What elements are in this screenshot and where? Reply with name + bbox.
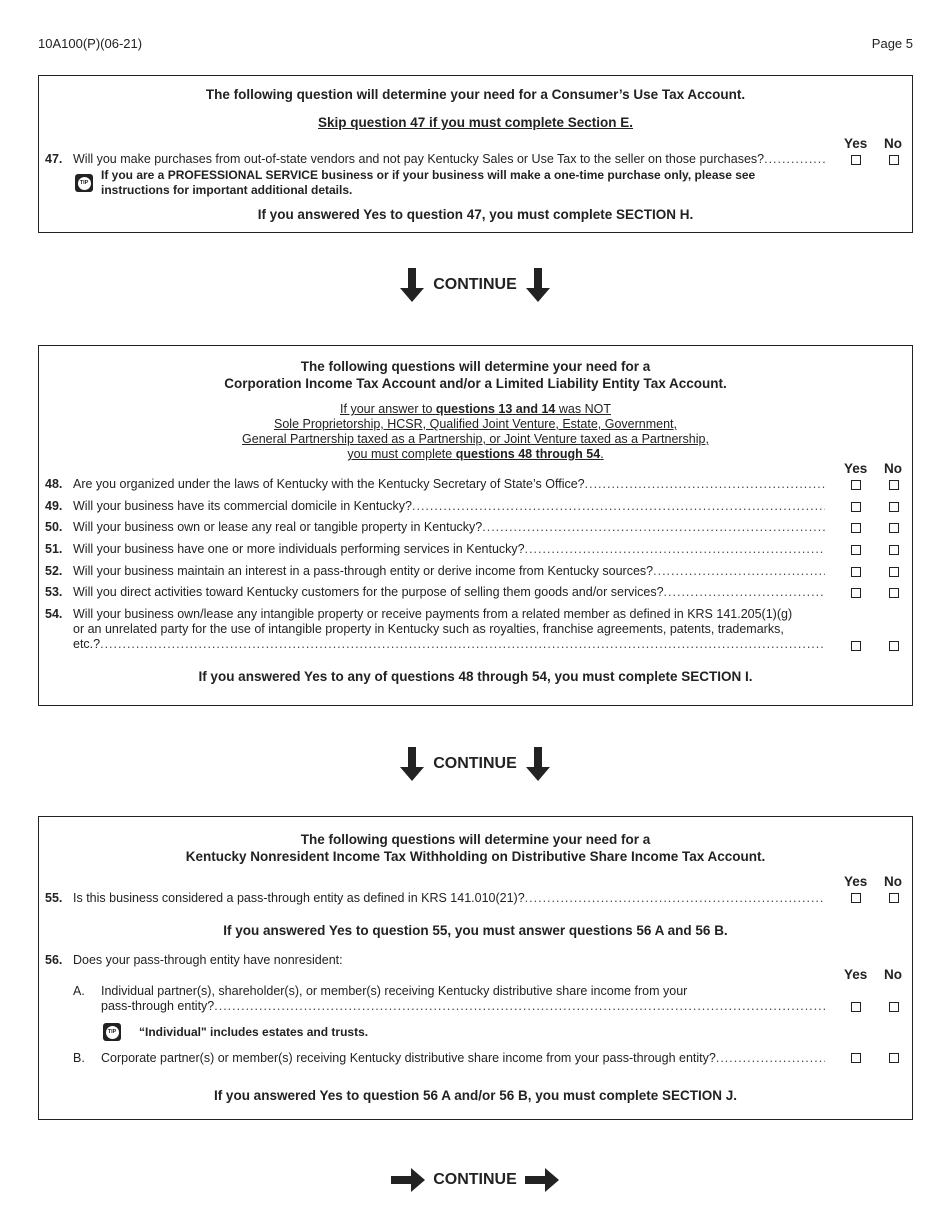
question-text: Will you make purchases from out-of-state vendors and not pay Kentucky Sales or Use Tax to the seller on those purchases? (73, 152, 765, 166)
question-number: 56. (45, 953, 63, 967)
yes-column-header: Yes (844, 136, 868, 151)
section-title-line2: Corporation Income Tax Account and/or a Limited Liability Entity Tax Account. (224, 376, 727, 391)
question-51 (73, 542, 825, 557)
note-text: you must complete (347, 447, 456, 461)
nonresident-withholding-section (38, 816, 913, 1120)
note-text: If your answer to (340, 402, 436, 416)
form-id: 10A100(P)(06-21) (38, 36, 143, 51)
question-49 (73, 499, 825, 514)
question-text: Is this business considered a pass-through entity as defined in KRS 141.010(21)? (73, 891, 525, 905)
yes-column-header: Yes (844, 874, 868, 889)
question-text: Corporate partner(s) or member(s) receiving Kentucky distributive share income from your pass-through entity? (101, 1051, 716, 1065)
down-arrow-icon (399, 747, 425, 781)
note-text: . (600, 447, 604, 461)
question-56a (101, 984, 825, 1014)
continue-label: CONTINUE (433, 1171, 517, 1188)
section-title-line1: The following questions will determine your need for a (300, 832, 651, 847)
tip-text: If you are a PROFESSIONAL SERVICE business or if your business will make a one-time purchase only, please see instructions for important additional details. (101, 168, 756, 197)
continue-indicator (0, 268, 950, 302)
question-text: Will your business own/lease any intangible property or receive payments from a related member as defined in KRS 141.205(1)(g) (73, 607, 793, 621)
note-bold: questions 13 and 14 (435, 402, 556, 416)
dot-leader (482, 520, 825, 535)
page-number: Page 5 (871, 36, 913, 51)
q56b-no-checkbox[interactable] (889, 1053, 899, 1063)
question-47 (73, 152, 825, 167)
q52-no-checkbox[interactable] (889, 567, 899, 577)
down-arrow-icon (399, 268, 425, 302)
dot-leader (525, 542, 825, 557)
eligibility-note (39, 402, 912, 462)
q54-yes-checkbox[interactable] (851, 641, 861, 651)
corporation-income-tax-section (38, 345, 913, 706)
note-bold: questions 48 through 54 (455, 447, 601, 461)
question-text: Will your business have one or more individuals performing services in Kentucky? (73, 542, 525, 556)
question-text: or an unrelated party for the use of intangible property in Kentucky such as royalties, franchise agreements, patents, trademarks, (73, 622, 784, 636)
q49-no-checkbox[interactable] (889, 502, 899, 512)
no-column-header: No (884, 136, 902, 151)
q49-yes-checkbox[interactable] (851, 502, 861, 512)
q52-yes-checkbox[interactable] (851, 567, 861, 577)
right-arrow-icon (525, 1167, 559, 1193)
question-number: 55. (45, 891, 63, 905)
section-title: The following question will determine your need for a Consumer’s Use Tax Account. (205, 87, 746, 102)
question-53 (73, 585, 825, 600)
section-footer: If you answered Yes to any of questions 48 through 54, you must complete SECTION I. (198, 669, 753, 684)
q50-no-checkbox[interactable] (889, 523, 899, 533)
note-text: was NOT (555, 402, 611, 416)
dot-leader (764, 152, 825, 167)
question-number: 52. (45, 564, 63, 578)
q56b-yes-checkbox[interactable] (851, 1053, 861, 1063)
tip-label: TIP (78, 177, 91, 190)
dot-leader (664, 585, 825, 600)
continue-label: CONTINUE (433, 755, 517, 772)
question-52 (73, 564, 825, 579)
question-text: Individual partner(s), shareholder(s), or member(s) receiving Kentucky distributive share income from your (101, 984, 688, 998)
question-number: 49. (45, 499, 63, 513)
yes-column-header: Yes (844, 967, 868, 982)
continue-label: CONTINUE (433, 276, 517, 293)
question-text: Will your business own or lease any real or tangible property in Kentucky? (73, 520, 483, 534)
question-text: pass-through entity? (101, 999, 215, 1013)
q51-yes-checkbox[interactable] (851, 545, 861, 555)
tip-icon (75, 174, 93, 192)
q50-yes-checkbox[interactable] (851, 523, 861, 533)
continue-indicator (0, 1167, 950, 1193)
q55-no-checkbox[interactable] (889, 893, 899, 903)
q54-no-checkbox[interactable] (889, 641, 899, 651)
q51-no-checkbox[interactable] (889, 545, 899, 555)
tip-label: TIP (106, 1026, 119, 1039)
question-54 (73, 607, 843, 652)
q53-no-checkbox[interactable] (889, 588, 899, 598)
no-column-header: No (884, 967, 902, 982)
question-letter: B. (73, 1051, 85, 1065)
question-text: Will your business have its commercial domicile in Kentucky? (73, 499, 413, 513)
dot-leader (214, 999, 825, 1014)
down-arrow-icon (525, 268, 551, 302)
question-number: 47. (45, 152, 63, 166)
down-arrow-icon (525, 747, 551, 781)
consumers-use-tax-section (38, 75, 913, 233)
question-number: 51. (45, 542, 63, 556)
continue-indicator (0, 747, 950, 781)
section-footer: If you answered Yes to question 56 A and/or 56 B, you must complete SECTION J. (213, 1088, 738, 1103)
dot-leader (585, 477, 825, 492)
question-56b (101, 1051, 825, 1066)
no-column-header: No (884, 874, 902, 889)
q47-no-checkbox[interactable] (889, 155, 899, 165)
tip-text: “Individual" includes estates and trusts. (139, 1025, 369, 1039)
question-number: 54. (45, 607, 63, 621)
question-text: Will your business maintain an interest in a pass-through entity or derive income from Kentucky sources? (73, 564, 654, 578)
dot-leader (716, 1051, 825, 1066)
q55-yes-checkbox[interactable] (851, 893, 861, 903)
tip-icon (103, 1023, 121, 1041)
question-50 (73, 520, 825, 535)
q48-no-checkbox[interactable] (889, 480, 899, 490)
no-column-header: No (884, 461, 902, 476)
question-number: 50. (45, 520, 63, 534)
note-line: General Partnership taxed as a Partnership, or Joint Venture taxed as a Partnership, (242, 432, 709, 446)
section-footer: If you answered Yes to question 47, you must complete SECTION H. (257, 207, 694, 222)
question-text: etc.? (73, 637, 101, 651)
question-text: Will you direct activities toward Kentucky customers for the purpose of selling them goods and/or services? (73, 585, 664, 599)
q47-yes-checkbox[interactable] (851, 155, 861, 165)
q56a-no-checkbox[interactable] (889, 1002, 899, 1012)
dot-leader (100, 637, 825, 652)
q53-yes-checkbox[interactable] (851, 588, 861, 598)
question-56: Does your pass-through entity have nonresident: (73, 953, 343, 967)
yes-column-header: Yes (844, 461, 868, 476)
question-text: Are you organized under the laws of Kentucky with the Kentucky Secretary of State’s Office? (73, 477, 585, 491)
note-line: Sole Proprietorship, HCSR, Qualified Joint Venture, Estate, Government, (274, 417, 677, 431)
section-title-line1: The following questions will determine your need for a (300, 359, 651, 374)
question-letter: A. (73, 984, 85, 998)
dot-leader (653, 564, 825, 579)
question-number: 53. (45, 585, 63, 599)
question-55 (73, 891, 825, 906)
q55-instruction: If you answered Yes to question 55, you must answer questions 56 A and 56 B. (223, 923, 728, 938)
q48-yes-checkbox[interactable] (851, 480, 861, 490)
dot-leader (525, 891, 825, 906)
dot-leader (412, 499, 825, 514)
section-title-line2: Kentucky Nonresident Income Tax Withholding on Distributive Share Income Tax Account. (185, 849, 766, 864)
question-48 (73, 477, 825, 492)
question-number: 48. (45, 477, 63, 491)
skip-instruction: Skip question 47 if you must complete Section E. (317, 115, 634, 130)
q56a-yes-checkbox[interactable] (851, 1002, 861, 1012)
right-arrow-icon (391, 1167, 425, 1193)
